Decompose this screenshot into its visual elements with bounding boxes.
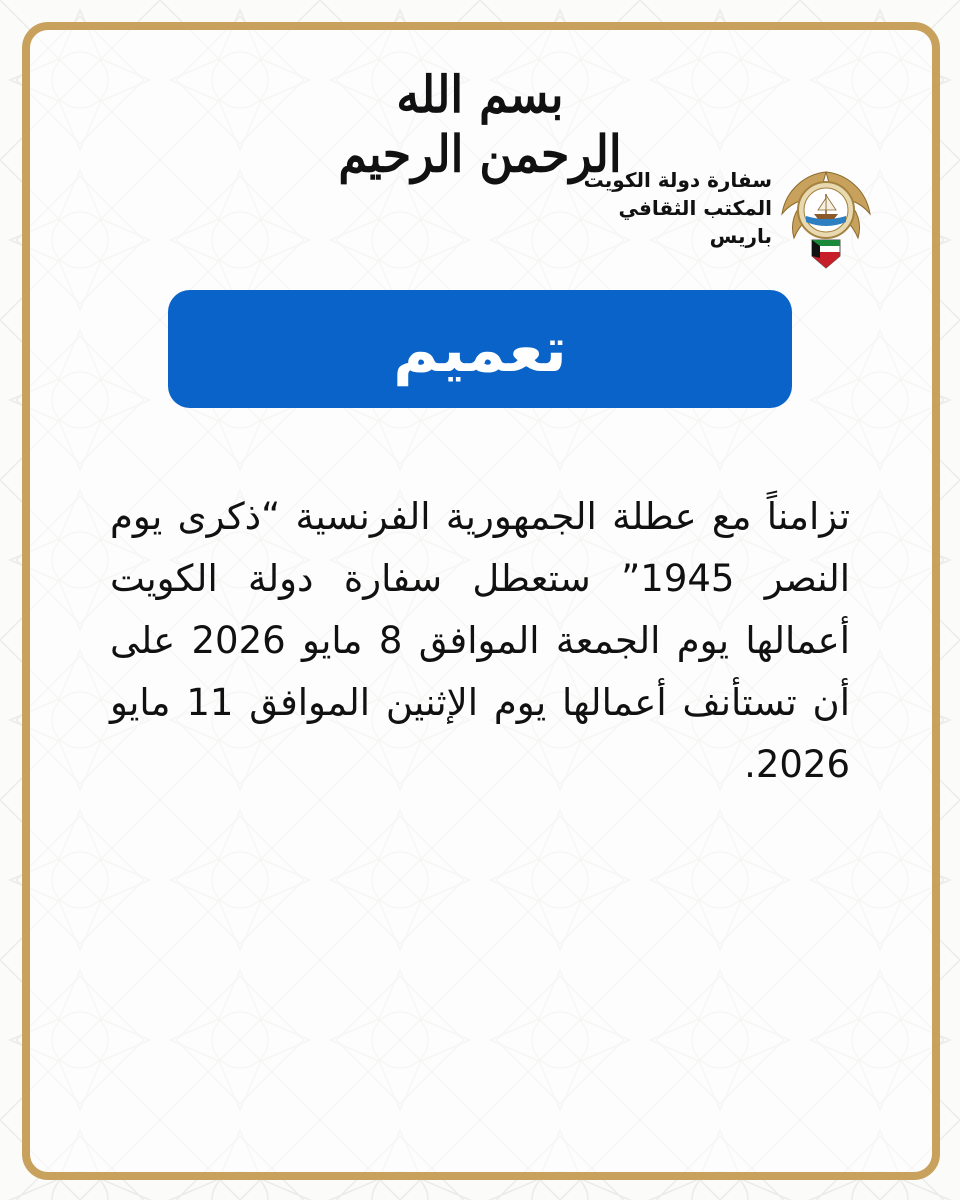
kuwait-emblem-icon	[776, 164, 876, 274]
title-banner	[168, 290, 792, 408]
basmala-calligraphy: بسم الله الرحمن الرحيم	[338, 64, 622, 184]
city-name: باريس	[709, 224, 772, 248]
page-title: تعميم	[393, 312, 567, 386]
announcement-body: تزامناً مع عطلة الجمهورية الفرنسية “ذكرى يوم النصر 1945” ستعطل سفارة دولة الكويت أعمالها يوم الجمعة الموافق 8 مايو 2026 على أن تستأنف أعمالها يوم الإثنين الموافق 11 مايو 2026.	[110, 495, 851, 786]
office-name: المكتب الثقافي	[618, 196, 772, 220]
embassy-header	[472, 166, 772, 250]
embassy-name: سفارة دولة الكويت	[583, 168, 772, 192]
